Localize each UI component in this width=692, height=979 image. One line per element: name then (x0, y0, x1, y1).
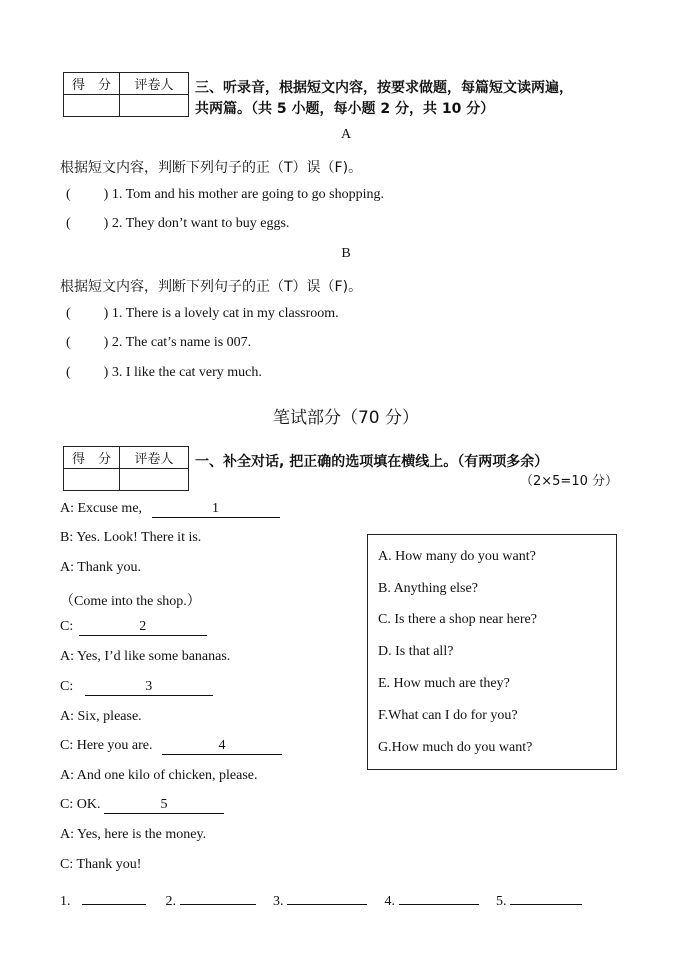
option-a: A. How many do you want? (378, 549, 536, 564)
marker-label: 评卷人 (120, 447, 189, 469)
dialogue-blank[interactable]: 5 (104, 797, 224, 814)
option-b: B. Anything else? (378, 581, 478, 596)
tf-item (66, 216, 289, 232)
part-a-label: A (340, 127, 352, 142)
dialogue-text: C: (60, 679, 74, 694)
dialogue-line (60, 619, 207, 636)
answer-label: 3. (273, 894, 284, 909)
dialogue-line (60, 679, 213, 696)
tf-item-text: 1. Tom and his mother are going to go shopping. (111, 187, 384, 202)
dialogue-blank[interactable]: 3 (85, 679, 213, 696)
close-paren: ) (103, 335, 109, 350)
dialogue-blank[interactable]: 1 (152, 501, 280, 518)
close-paren: ) (103, 306, 109, 321)
open-paren: ( (66, 335, 71, 350)
answer-blank[interactable] (82, 888, 146, 905)
close-paren: ) (103, 365, 109, 380)
score-cell[interactable] (64, 95, 120, 117)
dialogue-line: （Come into the shop.） (60, 594, 201, 609)
answer-blank[interactable] (180, 888, 256, 905)
tf-item (66, 187, 384, 203)
tf-item-text: 2. They don’t want to buy eggs. (111, 216, 290, 231)
tf-item (66, 335, 251, 351)
score-label: 得 分 (64, 73, 120, 95)
open-paren: ( (66, 187, 71, 202)
part-b-instruction: 根据短文内容，判断下列句子的正（T）误（F)。 (60, 279, 363, 295)
dialogue-line: A: Six, please. (60, 709, 142, 724)
open-paren: ( (66, 216, 71, 231)
option-g: G.How much do you want? (378, 740, 533, 755)
dialogue-line (60, 501, 280, 518)
open-paren: ( (66, 306, 71, 321)
section1-points: （2×5=10 分） (520, 474, 619, 489)
marker-cell[interactable] (120, 469, 189, 491)
dialogue-text: C: Here you are. (60, 738, 153, 753)
answer-label: 4. (384, 894, 395, 909)
options-box (367, 534, 617, 770)
dialogue-line: B: Yes. Look! There it is. (60, 530, 202, 545)
option-e: E. How much are they? (378, 676, 510, 691)
close-paren: ) (103, 187, 109, 202)
close-paren: ) (103, 216, 109, 231)
dialogue-line: A: Yes, I’d like some bananas. (60, 649, 231, 664)
answer-blank[interactable] (287, 888, 367, 905)
tf-item (66, 306, 339, 322)
open-paren: ( (66, 365, 71, 380)
answer-blank[interactable] (399, 888, 479, 905)
part-a-instruction: 根据短文内容，判断下列句子的正（T）误（F)。 (60, 160, 363, 176)
tf-item-text: 3. I like the cat very much. (111, 365, 262, 380)
option-f: F.What can I do for you? (378, 708, 518, 723)
tf-item-text: 2. The cat’s name is 007. (111, 335, 252, 350)
score-table-2 (63, 446, 189, 491)
dialogue-text: C: OK. (60, 797, 101, 812)
section1-heading: 一、补全对话, 把正确的选项填在横线上。（有两项多余） (195, 454, 549, 470)
dialogue-line: A: Yes, here is the money. (60, 827, 207, 842)
dialogue-line: C: Thank you! (60, 857, 142, 872)
score-cell[interactable] (64, 469, 120, 491)
dialogue-line: A: Thank you. (60, 560, 142, 575)
score-table-1 (63, 72, 189, 117)
part-b-label: B (341, 246, 351, 261)
marker-cell[interactable] (120, 95, 189, 117)
section3-heading-line2: 共两篇。（共 5 小题，每小题 2 分，共 10 分） (195, 101, 495, 117)
dialogue-blank[interactable]: 2 (79, 619, 207, 636)
answer-label: 2. (165, 894, 176, 909)
option-d: D. Is that all? (378, 644, 454, 659)
tf-item-text: 1. There is a lovely cat in my classroom. (111, 306, 339, 321)
dialogue-line (60, 797, 224, 814)
score-label: 得 分 (64, 447, 120, 469)
tf-item (66, 365, 262, 381)
option-c: C. Is there a shop near here? (378, 612, 537, 627)
section3-heading-line1: 三、听录音，根据短文内容，按要求做题，每篇短文读两遍， (195, 80, 573, 96)
written-title: 笔试部分（70 分） (272, 408, 420, 428)
answer-label: 1. (60, 894, 71, 909)
answer-blank[interactable] (510, 888, 582, 905)
answer-label: 5. (496, 894, 507, 909)
dialogue-blank[interactable]: 4 (162, 738, 282, 755)
dialogue-line: A: And one kilo of chicken, please. (60, 768, 258, 783)
answer-row (60, 888, 582, 910)
marker-label: 评卷人 (120, 73, 189, 95)
dialogue-text: A: Excuse me, (60, 501, 143, 516)
dialogue-text: C: (60, 619, 74, 634)
dialogue-line (60, 738, 282, 755)
